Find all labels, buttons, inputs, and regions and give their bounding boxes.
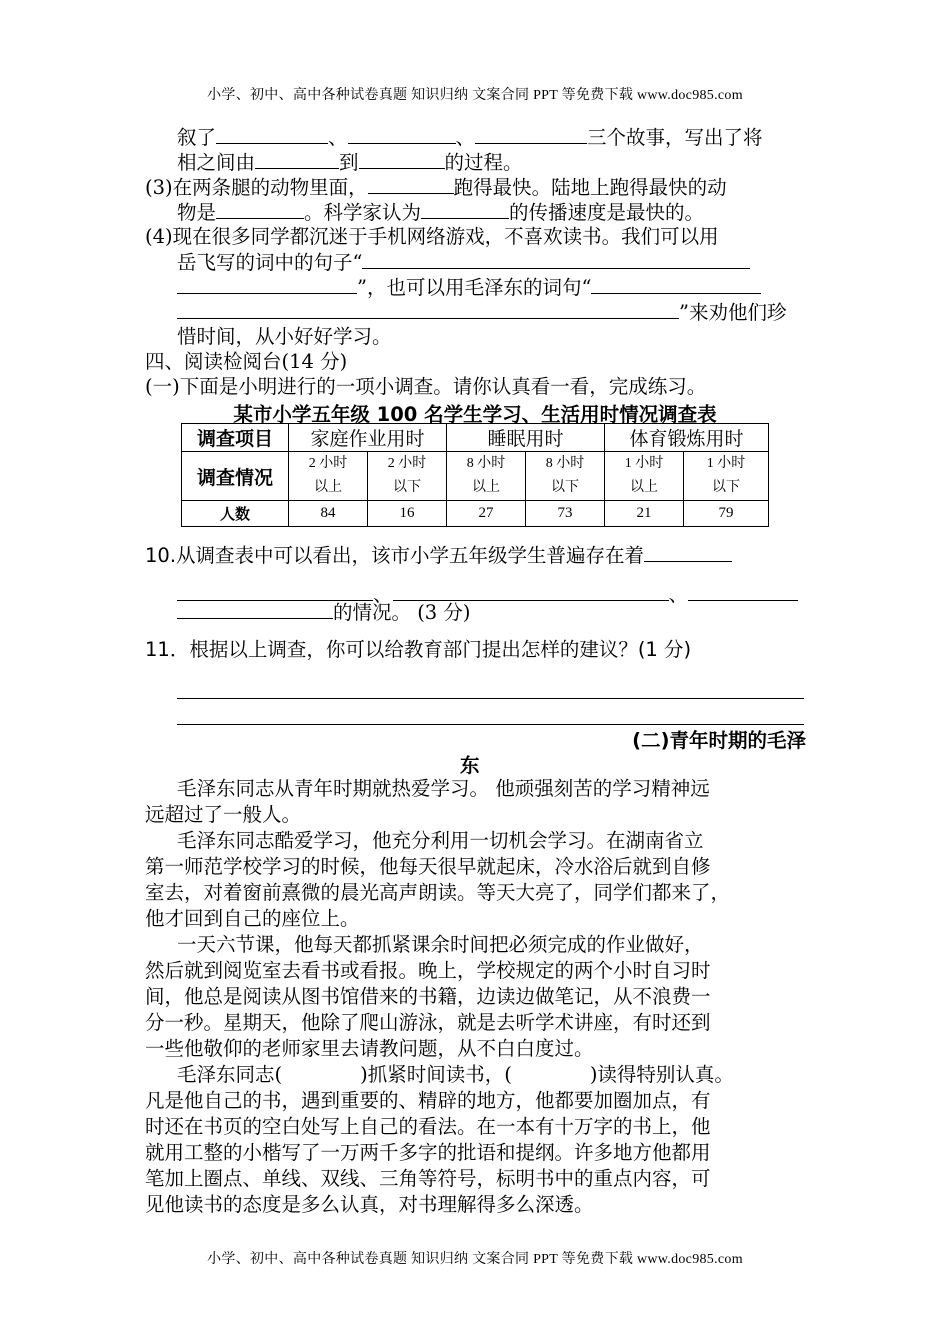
q3-text: 的传播速度是最快的。 — [509, 201, 705, 224]
answer-blank[interactable] — [591, 275, 761, 294]
answer-blank[interactable] — [362, 250, 750, 269]
answer-blank[interactable] — [177, 600, 333, 619]
answer-blank[interactable] — [688, 582, 798, 601]
table-cell: 79 — [684, 501, 769, 527]
table-cell: 16 — [368, 501, 447, 527]
page-header: 小学、初中、高中各种试卷真题 知识归纳 文案合同 PPT 等免费下载 www.doc985.com — [207, 88, 743, 103]
table-row — [182, 452, 769, 501]
table-group-header: 家庭作业用时 — [289, 424, 447, 452]
q2-text: 三个故事，写出了将 — [587, 126, 763, 149]
passage-line: 毛泽东同志酷爱学习，他充分利用一切机会学习。在湖南省立 — [177, 829, 704, 852]
q4-line3 — [177, 275, 761, 300]
passage-line: 就用工整的小楷写了一万两千多字的批语和提纲。许多地方他都用 — [145, 1141, 711, 1164]
passage-line: 凡是他自己的书，遇到重要的、精辟的地方，他都要加圈加点，有 — [145, 1089, 711, 1112]
q2-text: 的过程。 — [444, 151, 523, 174]
q4-text: 岳飞写的词中的句子“ — [177, 251, 363, 274]
table-row-label: 调查情况 — [182, 452, 289, 501]
answer-blank[interactable] — [177, 300, 679, 319]
table-row — [182, 501, 769, 527]
q11: 11．根据以上调查，你可以给教育部门提出怎样的建议？(1 分) — [145, 638, 692, 661]
table-row — [182, 424, 769, 452]
q10-line3 — [177, 600, 471, 625]
q10-line1 — [145, 543, 732, 568]
answer-line[interactable] — [177, 724, 804, 725]
q4-line5: 惜时间，从小好好学习。 — [177, 325, 392, 348]
q4-text: ”，也可以用毛泽东的词句“ — [357, 276, 592, 299]
answer-blank[interactable] — [177, 275, 357, 294]
passage-line: 室去，对着窗前熹微的晨光高声朗读。等天大亮了，同学们都来了， — [145, 881, 731, 904]
answer-blank[interactable] — [177, 582, 373, 601]
q3-line2 — [177, 200, 704, 225]
table-cell: 8 小时 以下 — [526, 452, 605, 501]
q4-line4 — [177, 300, 786, 325]
q2-line2 — [177, 150, 523, 175]
q10-text: 10.从调查表中可以看出，该市小学五年级学生普遍存在着 — [145, 544, 645, 567]
q3-text: 跑得最快。陆地上跑得最快的动 — [453, 176, 727, 199]
table-cell: 73 — [526, 501, 605, 527]
answer-blank[interactable] — [359, 150, 445, 169]
table-group-header: 睡眠用时 — [447, 424, 605, 452]
table-cell: 2 小时 以上 — [289, 452, 368, 501]
separator: 、 — [668, 583, 689, 606]
passage-line: 间，他总是阅读从图书馆借来的书籍，边读边做笔记，从不浪费一 — [145, 985, 711, 1008]
passage-line: 第一师范学校学习的时候，他每天很早就起床，冷水浴后就到自修 — [145, 855, 711, 878]
q4-line1: (4)现在很多同学都沉迷于手机网络游戏，不喜欢读书。我们可以用 — [145, 225, 719, 248]
passage-line: 见他读书的态度是多么认真，对书理解得多么深透。 — [145, 1193, 594, 1216]
answer-blank[interactable] — [393, 582, 669, 601]
passage-line: 时还在书页的空白处写上自己的看法。在一本有十万字的书上，他 — [145, 1115, 711, 1138]
passage-line: 一些他敬仰的老师家里去请教问题，从不白白度过。 — [145, 1037, 594, 1060]
section-title: 四、阅读检阅台(14 分) — [145, 350, 348, 373]
part2-title-cont: 东 — [460, 754, 480, 777]
table-cell: 27 — [447, 501, 526, 527]
part1-intro: (一)下面是小明进行的一项小调查。请你认真看一看，完成练习。 — [145, 375, 707, 398]
q3-text: (3)在两条腿的动物里面， — [145, 176, 368, 199]
q2-text: 到 — [339, 151, 359, 174]
table-cell: 21 — [605, 501, 684, 527]
table-row-label: 调查项目 — [182, 424, 289, 452]
answer-blank[interactable] — [216, 125, 328, 144]
table-title: 某市小学五年级 100 名学生学习、生活用时情况调查表 — [233, 403, 717, 426]
q2-line1 — [177, 125, 763, 150]
q3-text: 物是 — [177, 201, 217, 224]
table-row-label: 人数 — [182, 501, 289, 527]
q4-text: ”来劝他们珍 — [679, 301, 787, 324]
q3-text: 。科学家认为 — [304, 201, 422, 224]
q2-text: 相之间由 — [177, 151, 256, 174]
table-cell: 84 — [289, 501, 368, 527]
passage-line: 他才回到自己的座位上。 — [145, 907, 360, 930]
passage-line: 远超过了一般人。 — [145, 803, 302, 826]
q10-text: 的情况。 (3 分) — [333, 601, 471, 624]
passage-line: 然后就到阅览室去看书或看报。晚上，学校规定的两个小时自习时 — [145, 959, 711, 982]
answer-blank[interactable] — [348, 125, 456, 144]
part2-title: (二)青年时期的毛泽 — [632, 729, 806, 752]
table-cell: 1 小时 以下 — [684, 452, 769, 501]
answer-line[interactable] — [177, 698, 804, 699]
page-footer: 小学、初中、高中各种试卷真题 知识归纳 文案合同 PPT 等免费下载 www.doc985.com — [207, 1252, 743, 1267]
q4-line2 — [177, 250, 750, 275]
answer-blank[interactable] — [255, 150, 339, 169]
table-cell: 2 小时 以下 — [368, 452, 447, 501]
answer-blank[interactable] — [475, 125, 587, 144]
answer-blank[interactable] — [216, 200, 304, 219]
table-cell: 8 小时 以上 — [447, 452, 526, 501]
passage-line: 分一秒。星期天，他除了爬山游泳，就是去听学术讲座，有时还到 — [145, 1011, 711, 1034]
separator: 、 — [455, 126, 476, 149]
separator: 、 — [328, 126, 348, 149]
q3-line1 — [145, 175, 727, 200]
passage-line: 一天六节课，他每天都抓紧课余时间把必须完成的作业做好， — [177, 933, 704, 956]
survey-table — [181, 423, 769, 527]
table-group-header: 体育锻炼用时 — [605, 424, 769, 452]
answer-blank[interactable] — [421, 200, 509, 219]
answer-blank[interactable] — [368, 175, 454, 194]
answer-blank[interactable] — [644, 543, 732, 562]
q2-text: 叙了 — [177, 126, 217, 149]
passage-line: 毛泽东同志从青年时期就热爱学习。 他顽强刻苦的学习精神远 — [177, 777, 710, 800]
separator: 、 — [373, 583, 393, 606]
passage-line: 笔加上圈点、单线、双线、三角等符号，标明书中的重点内容，可 — [145, 1167, 711, 1190]
passage-line: 毛泽东同志( )抓紧时间读书，( )读得特别认真。 — [177, 1063, 734, 1086]
table-cell: 1 小时 以上 — [605, 452, 684, 501]
